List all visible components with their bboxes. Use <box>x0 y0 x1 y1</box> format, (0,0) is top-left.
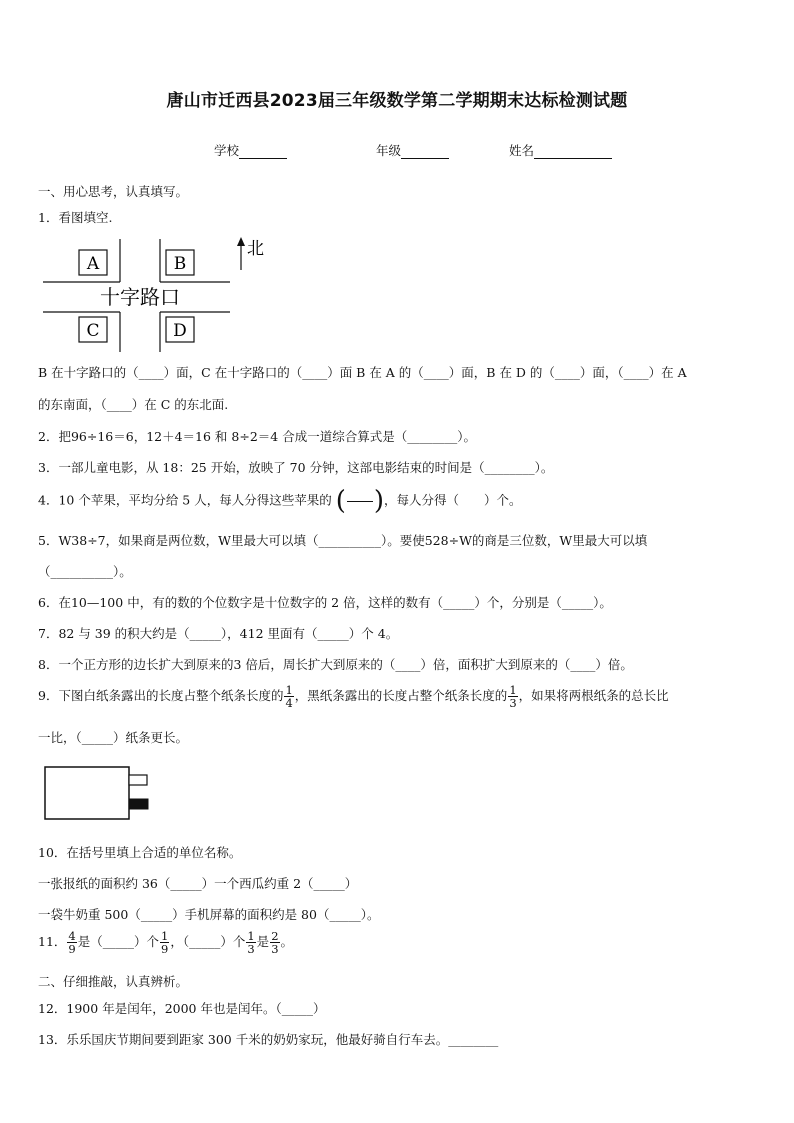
question-5-line-1: 5．W38÷7，如果商是两位数，W里最大可以填（__________）。要使528÷W的商是三位数，W里最大可以填 <box>38 533 648 548</box>
section-heading: 一、用心思考，认真填写。 <box>38 184 189 199</box>
question-4 <box>38 488 522 514</box>
fraction-numerator: 4 <box>68 929 76 943</box>
question-7: 7．82 与 39 的积大约是（_____），412 里面有（_____）个 4。 <box>38 626 399 641</box>
question-10-line-1: 一张报纸的面积约 36（_____）一个西瓜约重 2（_____） <box>38 876 358 891</box>
question-8: 8．一个正方形的边长扩大到原来的3 倍后，周长扩大到原来的（____）倍，面积扩大到原来的（____）倍。 <box>38 657 633 672</box>
fraction-answer-open-paren: ( <box>335 486 346 516</box>
crossroad-diagram <box>38 234 278 354</box>
question-9-line-1 <box>38 684 669 709</box>
grade-label: 年级 <box>376 143 402 158</box>
fraction-numerator: 1 <box>247 929 255 943</box>
fraction-one-fourth <box>284 684 293 709</box>
area-c-label: C <box>86 321 100 341</box>
question-1-line-1: B 在十字路口的（____）面，C 在十字路口的（____）面 B 在 A 的（____）面，B 在 D 的（____）面，（____）在 A <box>38 365 687 380</box>
fraction-one-third <box>246 930 255 955</box>
outer-strip <box>45 767 129 819</box>
school-blank[interactable] <box>239 145 287 159</box>
question-2: 2．把96÷16＝6，12＋4＝16 和 8÷2＝4 合成一道综合算式是（________）。 <box>38 429 476 444</box>
section-heading: 二、仔细推敲，认真辨析。 <box>38 974 189 989</box>
fraction-one-ninth <box>160 930 169 955</box>
fraction-one-third <box>508 684 517 709</box>
north-label: 北 <box>247 239 264 259</box>
fraction-denominator: 3 <box>271 942 279 957</box>
question-3: 3．一部儿童电影，从 18：25 开始，放映了 70 分钟，这部电影结束的时间是（________）。 <box>38 460 554 475</box>
question-6: 6．在10—100 中，有的数的个位数字是十位数字的 2 倍，这样的数有（_____）个，分别是（_____）。 <box>38 595 612 610</box>
fraction-two-thirds <box>270 930 279 955</box>
white-strip <box>129 775 147 785</box>
question-9-part-3: ，如果将两根纸条的总长比 <box>518 688 669 704</box>
question-11-text-1: 是（_____）个 <box>77 934 159 950</box>
fraction-answer-close-paren: ) <box>373 486 385 516</box>
question-1-stem: 1．看图填空. <box>38 210 113 225</box>
question-4-text-after: ，每人分得（ ）个。 <box>384 492 522 508</box>
question-9-part-2: ，黑纸条露出的长度占整个纸条长度的 <box>294 688 508 704</box>
crossroad-label: 十字路口 <box>100 285 180 309</box>
question-10-line-2: 一袋牛奶重 500（_____）手机屏幕的面积约是 80（_____）。 <box>38 907 380 922</box>
question-4-text-before: 4．10 个苹果，平均分给 5 人，每人分得这些苹果的 <box>38 492 332 508</box>
fraction-answer-blank[interactable] <box>347 501 373 502</box>
question-5-line-2: （__________）。 <box>38 564 132 579</box>
page-title: 唐山市迁西县2023届三年级数学第二学期期末达标检测试题 <box>166 91 628 111</box>
area-b-label: B <box>173 254 187 274</box>
question-1-line-2: 的东南面，（____）在 C 的东北面. <box>38 397 229 412</box>
question-11-number: 11． <box>38 934 67 950</box>
fraction-denominator: 9 <box>68 942 76 957</box>
fraction-numerator: 1 <box>161 929 169 943</box>
name-blank[interactable] <box>534 145 612 159</box>
question-13: 13．乐乐国庆节期间要到距家 300 千米的奶奶家玩，他最好骑自行车去。________ <box>38 1032 499 1047</box>
grade-field <box>376 141 449 159</box>
area-a-label: A <box>86 254 100 274</box>
fraction-denominator: 4 <box>285 696 293 711</box>
question-9-line-2: 一比，（_____）纸条更长。 <box>38 730 189 745</box>
grade-blank[interactable] <box>401 145 449 159</box>
paper-strips-figure <box>44 766 154 822</box>
school-label: 学校 <box>214 143 240 158</box>
fraction-four-ninths <box>67 930 76 955</box>
fraction-denominator: 9 <box>161 942 169 957</box>
question-11 <box>38 930 293 955</box>
name-label: 姓名 <box>509 143 535 158</box>
question-11-text-2: ，（_____）个 <box>170 934 246 950</box>
fraction-denominator: 3 <box>509 696 517 711</box>
fraction-numerator: 2 <box>271 929 279 943</box>
fraction-numerator: 1 <box>509 683 517 697</box>
question-12: 12．1900 年是闰年，2000 年也是闰年。（_____） <box>38 1001 326 1016</box>
fraction-numerator: 1 <box>285 683 293 697</box>
fraction-denominator: 3 <box>247 942 255 957</box>
area-d-label: D <box>173 321 187 341</box>
name-field <box>509 141 612 159</box>
question-10-stem: 10．在括号里填上合适的单位名称。 <box>38 845 242 860</box>
black-strip <box>129 799 148 809</box>
school-field <box>214 141 287 159</box>
question-11-text-4: 。 <box>280 934 294 950</box>
question-9-part-1: 9．下图白纸条露出的长度占整个纸条长度的 <box>38 688 284 704</box>
question-11-text-3: 是 <box>256 934 270 950</box>
